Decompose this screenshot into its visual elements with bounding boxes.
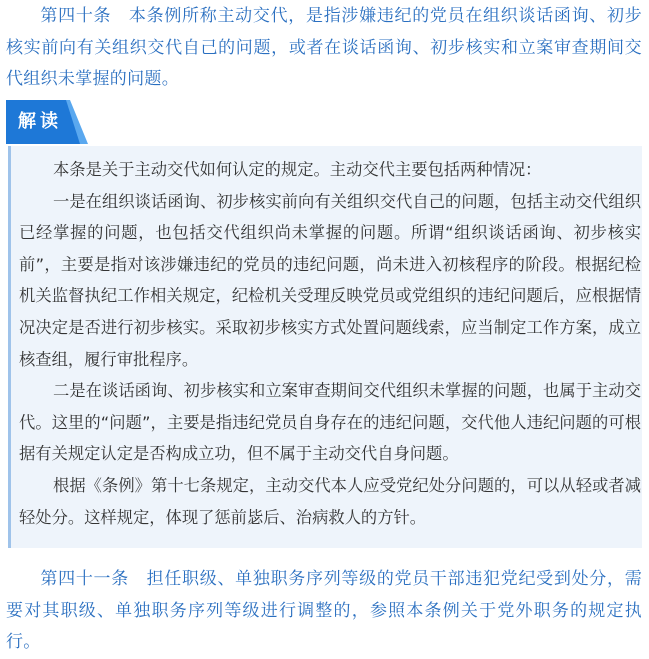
interpretation-label: 解读	[18, 111, 62, 132]
interpretation-tag	[6, 100, 88, 144]
interpretation-paragraph-2: 一是在组织谈话函询、初步核实前向有关组织交代自己的问题，包括主动交代组织已经掌握的问题，也包括交代组织尚未掌握的问题。所谓“组织谈话函询、初步核实前”，主要是指对该涉嫌违纪的党员的违纪问题，尚未进入初核程序的阶段。根据纪检机关监督执纪工作相关规定，纪检机关受理反映党员或党组织的违纪问题后，应根据情况决定是否进行初步核实。采取初步核实方式处置问题线索，应当制定工作方案，成立核查组，履行审批程序。	[19, 191, 641, 369]
interpretation-content	[11, 154, 641, 533]
interpretation-paragraph-3: 二是在谈话函询、初步核实和立案审查期间交代组织未掌握的问题，也属于主动交代。这里的“问题”，主要是指违纪党员自身存在的违纪问题，交代他人违纪问题的可根据有关规定认定是否构成立功，但不属于主动交代自身问题。	[19, 381, 641, 464]
interpretation-box	[8, 146, 642, 548]
article-41-text: 第四十一条 担任职级、单独职务序列等级的党员干部违犯党纪受到处分，需要对其职级、单独职务序列等级进行调整的，参照本条例关于党外职务的规定执行。	[6, 569, 642, 652]
article-40-text: 第四十条 本条例所称主动交代，是指涉嫌违纪的党员在组织谈话函询、初步核实前向有关组织交代自己的问题，或者在谈话函询、初步核实和立案审查期间交代组织未掌握的问题。	[6, 6, 642, 89]
interpretation-paragraph-4: 根据《条例》第十七条规定，主动交代本人应受党纪处分问题的，可以从轻或者减轻处分。这样规定，体现了惩前毖后、治病救人的方针。	[19, 475, 641, 527]
interpretation-paragraph-1: 本条是关于主动交代如何认定的规定。主动交代主要包括两种情况：	[53, 160, 542, 179]
